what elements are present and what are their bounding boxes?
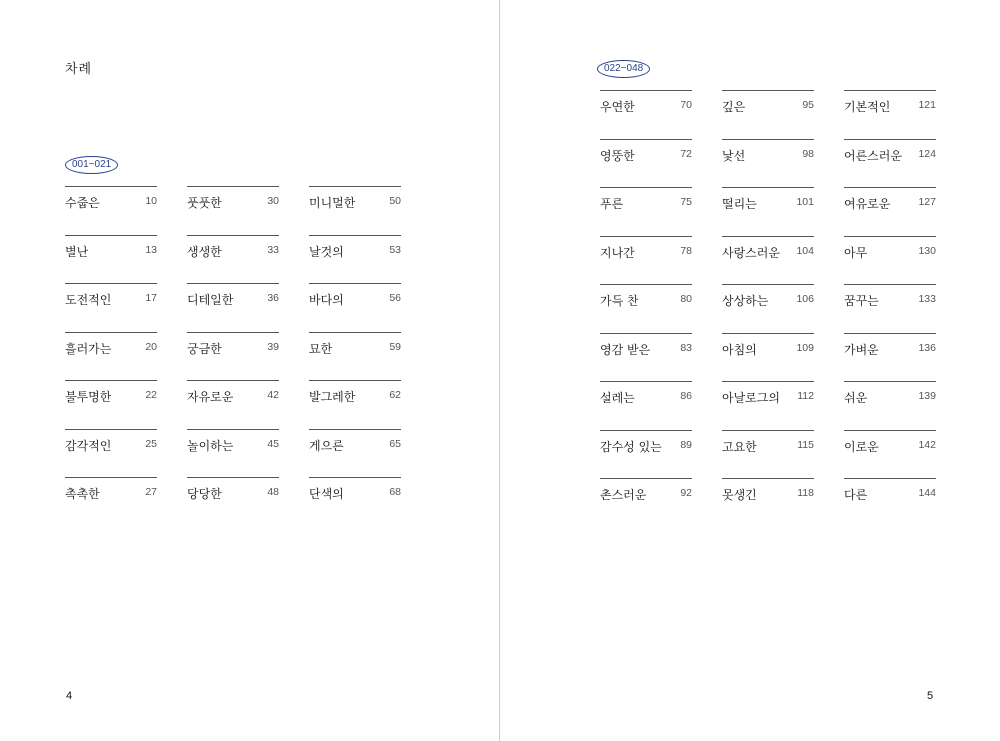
toc-entry-page-number: 20 — [145, 340, 157, 353]
toc-entry-title: 당당한 — [187, 487, 222, 501]
toc-entry[interactable] — [65, 429, 157, 478]
toc-entry[interactable] — [309, 380, 401, 429]
toc-entry[interactable] — [600, 284, 692, 333]
toc-entry[interactable] — [722, 187, 814, 236]
toc-entry-page-number: 75 — [680, 196, 692, 208]
toc-entry-title: 영뚱한 — [600, 148, 635, 163]
page-number: 4 — [66, 690, 73, 702]
toc-entry-title: 놀이하는 — [187, 438, 234, 453]
toc-entry[interactable] — [309, 186, 401, 235]
left-page — [0, 0, 499, 741]
toc-entry-title: 풋풋한 — [187, 196, 222, 210]
toc-entry-title: 못생긴 — [722, 488, 757, 502]
toc-entry-title: 수줍은 — [65, 196, 100, 210]
toc-entry-page-number: 144 — [918, 487, 936, 499]
toc-entry-title: 자유로운 — [187, 390, 234, 404]
toc-entry[interactable] — [309, 235, 401, 284]
toc-entry-title: 낯선 — [722, 148, 746, 163]
toc-entry[interactable] — [844, 284, 936, 333]
toc-entry-page-number: 80 — [680, 293, 692, 305]
toc-entry[interactable] — [844, 381, 936, 430]
toc-entry[interactable] — [309, 429, 401, 478]
toc-entry[interactable] — [600, 187, 692, 236]
toc-entry[interactable] — [309, 332, 401, 381]
toc-entry-page-number: 112 — [797, 390, 814, 402]
toc-entry-title: 디테일한 — [187, 293, 234, 307]
toc-entry-page-number: 104 — [796, 244, 814, 257]
toc-entry[interactable] — [844, 430, 936, 479]
toc-entry-page-number: 45 — [267, 437, 279, 450]
toc-entry-page-number: 133 — [918, 293, 936, 305]
toc-entry-page-number: 50 — [389, 195, 401, 207]
toc-entry[interactable] — [187, 477, 279, 526]
toc-entry-title: 설레는 — [600, 391, 635, 405]
toc-entry-title: 푸른 — [600, 197, 624, 211]
toc-entry[interactable] — [187, 429, 279, 478]
toc-entry[interactable] — [722, 236, 814, 285]
toc-entry-title: 단색의 — [309, 487, 344, 501]
toc-entry-page-number: 59 — [389, 340, 401, 353]
toc-entry-title: 기본적인 — [844, 100, 891, 114]
toc-entry[interactable] — [65, 332, 157, 381]
toc-entry-title: 촌스러운 — [600, 488, 647, 502]
toc-entry[interactable] — [187, 235, 279, 284]
range-badge-022-048: 022~048 — [597, 60, 650, 78]
toc-entry[interactable] — [187, 283, 279, 332]
toc-entry-title: 이로운 — [844, 439, 879, 454]
toc-entry-title: 게으른 — [309, 438, 344, 453]
toc-entry[interactable] — [309, 283, 401, 332]
toc-entry-title: 발그레한 — [309, 390, 356, 404]
toc-entry-title: 별난 — [65, 244, 89, 259]
toc-entry-page-number: 121 — [918, 99, 936, 111]
toc-entry-page-number: 89 — [680, 438, 692, 451]
toc-entry-title: 궁금한 — [187, 341, 222, 356]
toc-entry-title: 감각적인 — [65, 438, 112, 453]
toc-entry[interactable] — [722, 139, 814, 188]
toc-entry-title: 흘러가는 — [65, 341, 112, 356]
toc-entry-page-number: 70 — [680, 99, 692, 111]
toc-entry-title: 여유로운 — [844, 197, 891, 211]
toc-entry-title: 아침의 — [722, 342, 757, 357]
toc-entry[interactable] — [844, 236, 936, 285]
toc-entry[interactable] — [722, 478, 814, 527]
toc-entry[interactable] — [722, 430, 814, 479]
gutter-divider — [499, 0, 500, 741]
toc-entry-page-number: 127 — [918, 196, 936, 208]
toc-entry-page-number: 39 — [267, 340, 279, 353]
toc-entry-page-number: 36 — [267, 292, 279, 304]
toc-entry[interactable] — [309, 477, 401, 526]
toc-entry-title: 쉬운 — [844, 391, 868, 405]
toc-entry-title: 가벼운 — [844, 342, 879, 357]
toc-entry-title: 촉촉한 — [65, 487, 100, 501]
toc-entry-title: 우연한 — [600, 100, 635, 114]
toc-entry-page-number: 86 — [680, 390, 692, 402]
toc-entry[interactable] — [65, 186, 157, 235]
toc-entry-page-number: 130 — [918, 244, 936, 257]
toc-entry-page-number: 136 — [918, 341, 936, 354]
toc-entry-page-number: 72 — [680, 147, 692, 160]
toc-entry-title: 생생한 — [187, 244, 222, 259]
toc-entry-page-number: 115 — [797, 438, 814, 451]
toc-entry[interactable] — [65, 380, 157, 429]
toc-entry-page-number: 27 — [145, 486, 157, 498]
page-number: 5 — [927, 690, 934, 702]
toc-entry-title: 불투명한 — [65, 390, 112, 404]
toc-entry[interactable] — [844, 333, 936, 382]
toc-entry[interactable] — [722, 381, 814, 430]
toc-entry-page-number: 30 — [267, 195, 279, 207]
toc-entry[interactable] — [722, 284, 814, 333]
toc-entry[interactable] — [600, 139, 692, 188]
toc-entry-page-number: 139 — [918, 390, 936, 402]
toc-entry-page-number: 98 — [802, 147, 814, 160]
toc-entry-page-number: 65 — [389, 437, 401, 450]
toc-entry-page-number: 53 — [389, 243, 401, 256]
toc-entry[interactable] — [600, 236, 692, 285]
toc-entry-title: 아무 — [844, 245, 868, 260]
toc-entry-page-number: 68 — [389, 486, 401, 498]
toc-entry-page-number: 109 — [796, 341, 814, 354]
toc-entry-title: 날것의 — [309, 244, 344, 259]
toc-entry[interactable] — [65, 283, 157, 332]
toc-entry-title: 고요한 — [722, 439, 757, 454]
toc-entry-page-number: 10 — [145, 195, 157, 207]
toc-entry[interactable] — [65, 477, 157, 526]
toc-entry-page-number: 95 — [802, 99, 814, 111]
toc-entry-page-number: 124 — [918, 147, 936, 160]
range-badge-001-021: 001~021 — [65, 156, 118, 174]
toc-entry-title: 도전적인 — [65, 293, 112, 307]
toc-entry[interactable] — [600, 430, 692, 479]
toc-entry-title: 영감 받은 — [600, 342, 651, 357]
toc-entry-title: 상상하는 — [722, 294, 769, 308]
toc-entry-title: 떨리는 — [722, 197, 757, 211]
toc-entry-page-number: 142 — [918, 438, 936, 451]
toc-entry-page-number: 13 — [145, 243, 157, 256]
toc-entry[interactable] — [187, 380, 279, 429]
toc-entry[interactable] — [600, 333, 692, 382]
toc-entry-page-number: 25 — [145, 437, 157, 450]
toc-entry-title: 아날로그의 — [722, 391, 780, 405]
toc-entry[interactable] — [187, 332, 279, 381]
toc-entry-page-number: 83 — [680, 341, 692, 354]
toc-entry-page-number: 62 — [389, 389, 401, 401]
toc-entry-title: 깊은 — [722, 100, 746, 114]
toc-entry-title: 감수성 있는 — [600, 439, 662, 454]
toc-entry-title: 묘한 — [309, 341, 333, 356]
toc-entry-title: 미니멀한 — [309, 196, 356, 210]
toc-entry-title: 사랑스러운 — [722, 245, 780, 260]
toc-entry-page-number: 92 — [680, 487, 692, 499]
toc-entry-title: 어른스러운 — [844, 148, 902, 163]
right-page — [501, 0, 1000, 741]
toc-entry-page-number: 17 — [145, 292, 157, 304]
toc-entry[interactable] — [187, 186, 279, 235]
toc-entry-title: 다른 — [844, 488, 868, 502]
toc-entry[interactable] — [722, 90, 814, 139]
toc-entry[interactable] — [65, 235, 157, 284]
toc-entry[interactable] — [844, 139, 936, 188]
toc-entry-page-number: 106 — [796, 293, 814, 305]
toc-entry[interactable] — [600, 478, 692, 527]
toc-entry-page-number: 56 — [389, 292, 401, 304]
toc-entry[interactable] — [844, 187, 936, 236]
toc-entry-page-number: 101 — [796, 196, 814, 208]
toc-entry-page-number: 42 — [267, 389, 279, 401]
toc-entry-title: 가득 찬 — [600, 294, 639, 308]
toc-entry-page-number: 118 — [797, 487, 814, 499]
toc-entry-page-number: 33 — [267, 243, 279, 256]
toc-entry-page-number: 48 — [267, 486, 279, 498]
toc-entry[interactable] — [600, 381, 692, 430]
toc-entry-page-number: 22 — [145, 389, 157, 401]
toc-entry[interactable] — [600, 90, 692, 139]
toc-entry-title: 바다의 — [309, 293, 344, 307]
toc-entry[interactable] — [844, 478, 936, 527]
toc-title: 차례 — [65, 62, 93, 77]
toc-entry[interactable] — [722, 333, 814, 382]
toc-entry[interactable] — [844, 90, 936, 139]
toc-entry-title: 꿈꾸는 — [844, 294, 879, 308]
toc-entry-title: 지나간 — [600, 245, 635, 260]
toc-entry-page-number: 78 — [680, 244, 692, 257]
